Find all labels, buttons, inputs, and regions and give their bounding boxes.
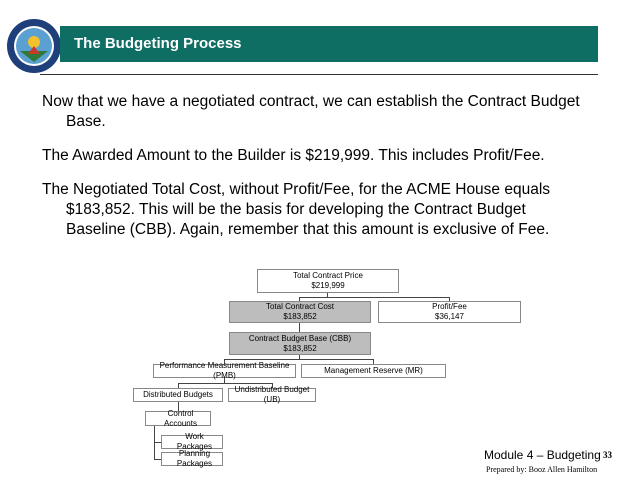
planning-packages-box: Planning Packages (161, 452, 223, 466)
title-divider (40, 74, 598, 75)
profit-fee-box: Profit/Fee $36,147 (378, 301, 521, 323)
connector (154, 426, 155, 460)
pmb-box: Performance Measurement Baseline (PMB) (153, 364, 296, 378)
connector (154, 459, 161, 460)
paragraph-1: Now that we have a negotiated contract, we can establish the Contract Budget Base. (42, 93, 580, 130)
slide-title: The Budgeting Process (74, 35, 242, 52)
control-accounts-box: Control Accounts (145, 411, 211, 426)
connector (299, 297, 450, 298)
connector (154, 442, 161, 443)
connector (224, 359, 374, 360)
undistributed-budget-box: Undistributed Budget (UB) (228, 388, 316, 402)
page-number: 33 (603, 450, 612, 460)
paragraph-3: The Negotiated Total Cost, without Profit/Fee, for the ACME House equals $183,852. This will be the basis for developing the Contract Budget Baseline (CBB). Again, remember that this amount is exclusive of Fee. (42, 181, 551, 238)
doe-seal-icon (6, 18, 62, 74)
connector (178, 383, 273, 384)
title-bar (60, 26, 598, 62)
module-label: Module 4 – Budgeting (484, 448, 601, 462)
connector (299, 323, 300, 332)
prepared-by: Prepared by: Booz Allen Hamilton (486, 465, 598, 474)
total-contract-price-box: Total Contract Price $219,999 (257, 269, 399, 293)
total-contract-cost-box: Total Contract Cost $183,852 (229, 301, 371, 323)
paragraph-2: The Awarded Amount to the Builder is $219,999. This includes Profit/Fee. (42, 147, 545, 164)
work-packages-box: Work Packages (161, 435, 223, 449)
cbb-box: Contract Budget Base (CBB) $183,852 (229, 332, 371, 355)
management-reserve-box: Management Reserve (MR) (301, 364, 446, 378)
distributed-budgets-box: Distributed Budgets (133, 388, 223, 402)
